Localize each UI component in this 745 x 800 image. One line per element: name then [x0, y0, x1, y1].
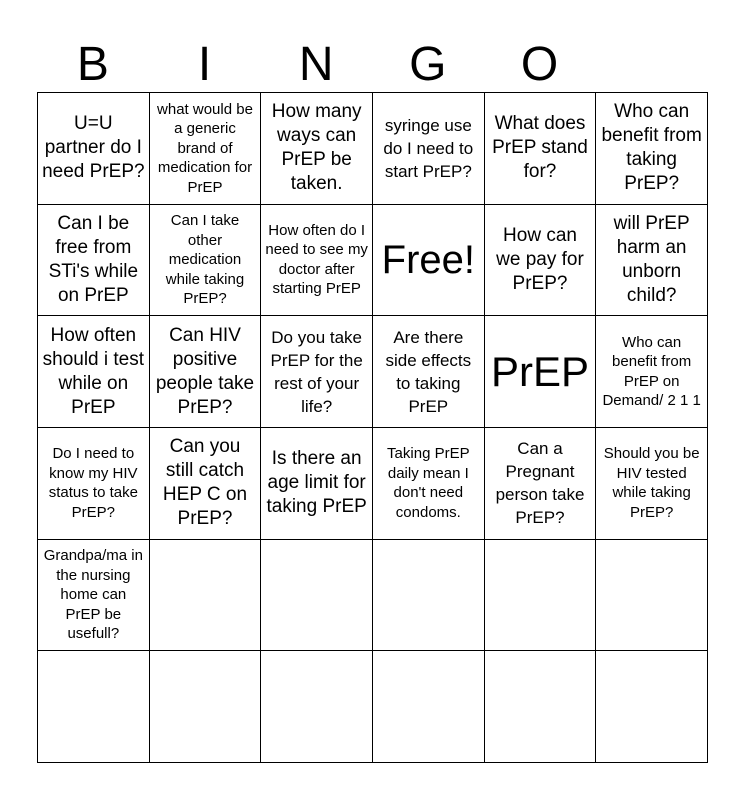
bingo-cell-empty	[38, 651, 150, 763]
bingo-cell	[596, 205, 708, 317]
cell-text: syringe use do I need to start PrEP?	[383, 115, 474, 181]
cell-text: Free!	[381, 237, 475, 282]
cell-text: U=U partner do I need PrEP?	[42, 113, 145, 183]
bingo-header	[37, 36, 707, 92]
bingo-cell-empty	[485, 540, 597, 652]
bingo-cell	[150, 93, 262, 205]
bingo-cell	[38, 93, 150, 205]
bingo-cell-empty	[150, 651, 262, 763]
bingo-cell-empty	[596, 540, 708, 652]
bingo-cell	[261, 428, 373, 540]
cell-text: Can I take other medication while taking PrEP?	[165, 212, 245, 308]
cell-text: What does PrEP stand for?	[492, 113, 588, 183]
cell-text: Can you still catch HEP C on PrEP?	[162, 436, 248, 530]
bingo-cell	[261, 316, 373, 428]
bingo-cell	[373, 93, 485, 205]
bingo-cell	[485, 428, 597, 540]
bingo-cell	[150, 428, 262, 540]
bingo-cell	[150, 316, 262, 428]
cell-text: Can I be free from STi's while on PrEP	[48, 212, 139, 306]
header-letter-i: I	[197, 38, 212, 91]
bingo-cell-empty	[150, 540, 262, 652]
bingo-cell	[150, 205, 262, 317]
cell-text: How can we pay for PrEP?	[496, 224, 584, 294]
bingo-cell	[38, 316, 150, 428]
cell-text: How often should i test while on PrEP	[42, 324, 145, 418]
header-letter-o: O	[520, 38, 559, 91]
bingo-cell	[38, 428, 150, 540]
cell-text: Grandpa/ma in the nursing home can PrEP be usefull?	[43, 547, 143, 643]
bingo-cell-empty	[373, 651, 485, 763]
cell-text: How often do I need to see my doctor after starting PrEP	[265, 221, 368, 298]
bingo-cell-empty	[596, 651, 708, 763]
bingo-cell	[38, 540, 150, 652]
bingo-cell	[485, 316, 597, 428]
bingo-cell	[373, 316, 485, 428]
bingo-cell	[485, 205, 597, 317]
bingo-cell	[596, 316, 708, 428]
cell-text: Can a Pregnant person take PrEP?	[495, 439, 585, 528]
bingo-cell	[596, 428, 708, 540]
bingo-cell-empty	[373, 540, 485, 652]
cell-text: PrEP	[490, 347, 589, 395]
header-letter-n: N	[298, 38, 334, 91]
header-letter-g: G	[409, 38, 447, 91]
bingo-cell	[373, 428, 485, 540]
cell-text: Do I need to know my HIV status to take PrEP?	[48, 445, 138, 521]
bingo-cell-empty	[261, 651, 373, 763]
bingo-grid	[37, 92, 708, 763]
cell-text: Do you take PrEP for the rest of your life?	[270, 327, 363, 416]
cell-text: How many ways can PrEP be taken.	[271, 101, 362, 195]
cell-text: what would be a generic brand of medication for PrEP	[157, 100, 253, 196]
bingo-cell	[596, 93, 708, 205]
cell-text: will PrEP harm an unborn child?	[613, 212, 690, 306]
bingo-cell	[261, 205, 373, 317]
cell-text: Are there side effects to taking PrEP	[385, 327, 472, 416]
bingo-cell-empty	[485, 651, 597, 763]
cell-text: Who can benefit from taking PrEP?	[601, 101, 702, 195]
cell-text: Taking PrEP daily mean I don't need condoms.	[387, 445, 470, 521]
header-letter-b: B	[76, 38, 109, 91]
bingo-cell	[485, 93, 597, 205]
cell-text: Is there an age limit for taking PrEP	[266, 448, 367, 518]
free-space	[373, 205, 485, 317]
bingo-cell	[38, 205, 150, 317]
cell-text: Who can benefit from PrEP on Demand/ 2 1 1	[602, 333, 701, 410]
bingo-cell-empty	[261, 540, 373, 652]
bingo-cell	[261, 93, 373, 205]
cell-text: Should you be HIV tested while taking PrEP?	[603, 445, 700, 521]
cell-text: Can HIV positive people take PrEP?	[155, 324, 255, 418]
